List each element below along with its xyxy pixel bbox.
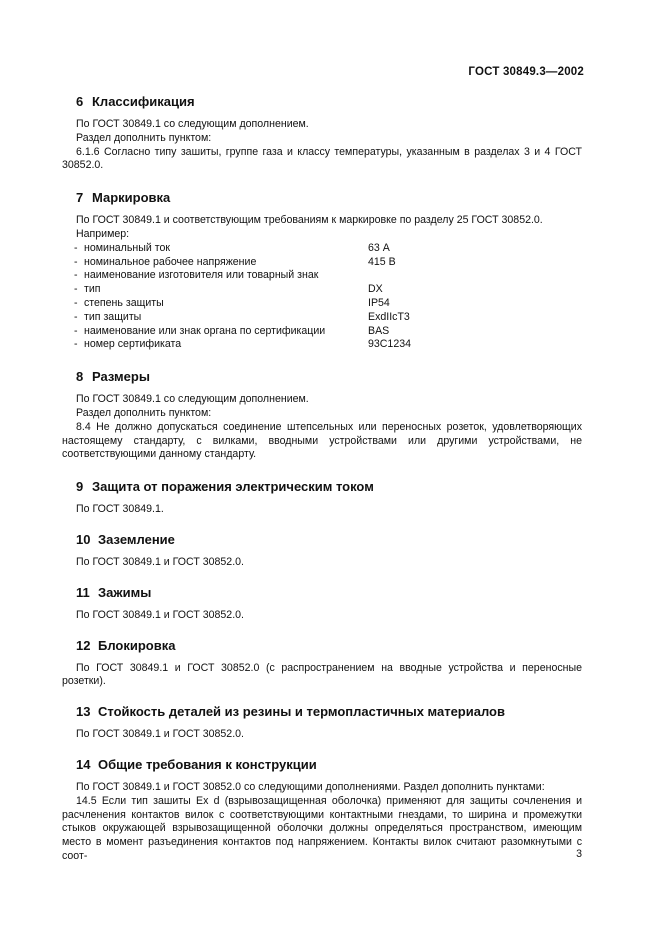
list-item: - наименование или знак органа по сертификации BAS (74, 324, 390, 337)
paragraph: По ГОСТ 30849.1 и соответствующим требованиям к маркировке по разделу 25 ГОСТ 30852.0. (76, 214, 543, 227)
paragraph: По ГОСТ 30849.1 со следующим дополнением. (76, 118, 309, 130)
document-code-header: ГОСТ 30849.3—2002 (468, 66, 584, 78)
section-title: Зажимы (98, 584, 152, 600)
section-number: 12 (76, 637, 91, 653)
section-heading (76, 638, 582, 654)
list-item: - номинальный ток 63 А (74, 241, 390, 254)
item-label: номинальный ток (84, 241, 170, 254)
marking-list (62, 242, 582, 352)
list-item: - степень защиты IP54 (74, 296, 390, 309)
item-label: степень защиты (84, 296, 164, 309)
paragraph: По ГОСТ 30849.1 и ГОСТ 30852.0. (76, 608, 244, 621)
section-classification (62, 94, 582, 173)
item-value: IP54 (368, 296, 390, 309)
paragraph: Раздел дополнить пунктом: (76, 131, 212, 144)
list-item: - тип защиты ExdIIcT3 (74, 310, 410, 323)
section-rubber-resistance (62, 704, 582, 742)
section-interlock (62, 638, 582, 690)
paragraph: По ГОСТ 30849.1 и ГОСТ 30852.0. (76, 555, 244, 568)
paragraph: По ГОСТ 30849.1. (76, 503, 164, 516)
list-item: - номер сертификата 93C1234 (74, 338, 412, 351)
paragraph: 6.1.6 Согласно типу зашиты, группе газа и классу температуры, указанным в разделах 3 и 4 ГОСТ 30852.0. (62, 145, 582, 172)
section-heading (76, 585, 582, 601)
section-number: 11 (76, 584, 90, 600)
item-value: 415 В (368, 255, 396, 268)
section-heading (76, 532, 582, 548)
item-value: ExdIIcT3 (368, 310, 410, 323)
section-heading (76, 369, 582, 385)
section-heading (76, 94, 582, 110)
page-content (62, 94, 582, 864)
item-value: BAS (368, 324, 390, 337)
section-title: Блокировка (98, 637, 176, 653)
paragraph: По ГОСТ 30849.1 и ГОСТ 30852.0 со следующими дополнениями. Раздел дополнить пунктами: (76, 780, 545, 793)
paragraph: По ГОСТ 30849.1 и ГОСТ 30852.0 (с распространением на вводные устройства и переносные розетки). (62, 661, 582, 688)
section-number: 8 (76, 369, 84, 385)
item-value: 63 А (368, 241, 390, 254)
section-dimensions (62, 369, 582, 462)
item-label: тип (84, 283, 101, 296)
item-label: тип защиты (84, 310, 142, 323)
section-number: 9 (76, 479, 84, 495)
paragraph: 14.5 Если тип зашиты Ex d (взрывозащищенная оболочка) применяют для защиты сочленения и расчленения контактов вилок с соответствующими контактными гнездами, то ширина и промежутки стыков окружающей взрывозащищенной оболочки должны определяться пространством, имеющим место в момент разъединения контактов под напряжением. Контакты вилок считают разомкнутыми с соот- (62, 794, 582, 862)
section-number: 6 (76, 94, 84, 109)
section-title: Защита от поражения электрическим током (92, 479, 374, 495)
paragraph: Раздел дополнить пунктом: (76, 406, 212, 419)
section-heading (76, 757, 582, 773)
list-item: - номинальное рабочее напряжение 415 В (74, 255, 396, 268)
paragraph: Например: (76, 227, 130, 240)
item-label: номинальное рабочее напряжение (84, 255, 257, 268)
item-label: номер сертификата (84, 338, 182, 351)
page-number: 3 (576, 848, 582, 860)
section-title: Маркировка (92, 190, 171, 206)
section-number: 14 (76, 756, 91, 772)
section-title: Размеры (92, 369, 150, 385)
paragraph: По ГОСТ 30849.1 со следующим дополнением. (76, 393, 309, 406)
section-number: 13 (76, 704, 91, 720)
section-terminals (62, 585, 582, 623)
item-value: 93C1234 (368, 338, 412, 351)
section-construction (62, 757, 582, 864)
section-title: Общие требования к конструкции (98, 756, 317, 772)
section-heading (76, 190, 582, 206)
paragraph: 8.4 Не должно допускаться соединение штепсельных или переносных розеток, удовлетворяющих настоящему стандарту, с вилками, вводными устройствами или другими устройствами, не соответствующими данному стандарту. (62, 420, 582, 461)
section-heading (76, 704, 582, 720)
section-heading (76, 479, 582, 495)
list-item: - наименование изготовителя или товарный знак (74, 269, 319, 282)
item-value: DX (368, 283, 383, 296)
list-item: - тип DX (74, 283, 383, 296)
paragraph: По ГОСТ 30849.1 и ГОСТ 30852.0. (76, 728, 244, 741)
section-number: 7 (76, 190, 84, 206)
section-title: Классификация (92, 94, 195, 109)
section-title: Заземление (98, 531, 175, 547)
section-marking (62, 190, 582, 352)
section-grounding (62, 532, 582, 570)
section-shock-protection (62, 479, 582, 517)
section-number: 10 (76, 531, 91, 547)
item-label: наименование или знак органа по сертификации (84, 324, 326, 337)
section-title: Стойкость деталей из резины и термопластичных материалов (98, 704, 505, 720)
item-label: наименование изготовителя или товарный знак (84, 269, 319, 282)
